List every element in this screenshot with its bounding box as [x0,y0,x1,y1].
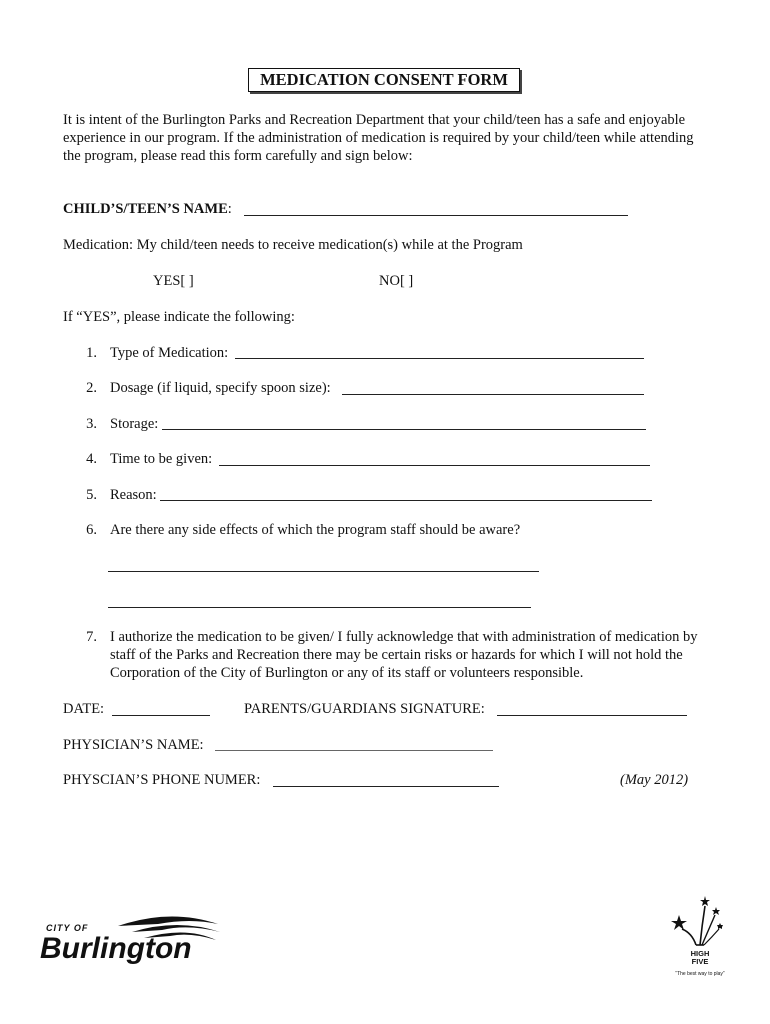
side-effects-field-1[interactable] [108,571,539,572]
item-number: 3. [86,416,97,432]
burlington-swoosh-icon [40,910,230,970]
reason-field[interactable] [160,500,652,501]
child-name-row [63,200,232,218]
intro-paragraph: It is intent of the Burlington Parks and Recreation Department that your child/teen has a safe and enjoyable experience in our program. If the administration of medication is required by your child/teen while attending the program, please read this form carefully and sign below: [63,112,694,164]
revision-date: (May 2012) [620,772,689,788]
medication-statement: Medication: My child/teen needs to receive medication(s) while at the Program [63,237,523,253]
dosage-label: Dosage (if liquid, specify spoon size): [110,380,331,396]
date-label: DATE: [63,701,105,717]
authorization-paragraph: I authorize the medication to be given/ I fully acknowledge that with administration of medication by staff of the Parks and Recreation there may be certain risks or hazards for which I will not hold the Corporation of the City of Burlington or any of its staff or volunteers responsible. [110,629,698,681]
signature-label: PARENTS/GUARDIANS SIGNATURE: [244,701,485,717]
logo-high-text: HIGH [690,949,710,958]
signature-field[interactable] [497,715,687,716]
physician-phone-field[interactable] [273,786,499,787]
item-number: 4. [86,451,97,467]
side-effects-label: Are there any side effects of which the program staff should be aware? [110,522,521,538]
physician-phone-label: PHYSCIAN’S PHONE NUMER: [63,772,261,788]
storage-label: Storage: [110,416,159,432]
physician-name-label: PHYSICIAN’S NAME: [63,737,204,753]
time-to-be-given-field[interactable] [219,465,650,466]
high-five-stars-icon [668,893,738,978]
time-to-be-given-label: Time to be given: [110,451,213,467]
logo-five-text: FIVE [691,957,709,966]
form-title: MEDICATION CONSENT FORM [248,68,520,92]
city-of-burlington-logo [40,910,230,975]
date-field[interactable] [112,715,210,716]
physician-name-field[interactable] [215,750,493,751]
type-of-medication-field[interactable] [235,358,644,359]
logo-city-of-text: CITY OF [46,923,89,933]
item-number: 6. [86,522,97,538]
item-number: 1. [86,345,97,361]
high-five-logo [668,893,738,983]
child-name-colon: : [227,201,232,217]
child-name-label: CHILD’S/TEEN’S NAME [63,201,228,217]
side-effects-field-2[interactable] [108,607,531,608]
type-of-medication-label: Type of Medication: [110,345,229,361]
reason-label: Reason: [110,487,157,503]
no-checkbox[interactable]: NO[ ] [379,273,414,289]
item-number: 5. [86,487,97,503]
child-name-field[interactable] [244,215,628,216]
logo-burlington-text: Burlington [40,932,192,965]
yes-checkbox[interactable]: YES[ ] [153,273,194,289]
storage-field[interactable] [162,429,646,430]
if-yes-instruction: If “YES”, please indicate the following: [63,309,295,325]
item-number: 7. [86,629,97,645]
dosage-field[interactable] [342,394,644,395]
item-number: 2. [86,380,97,396]
logo-tagline-text: “The best way to play” [675,971,725,977]
